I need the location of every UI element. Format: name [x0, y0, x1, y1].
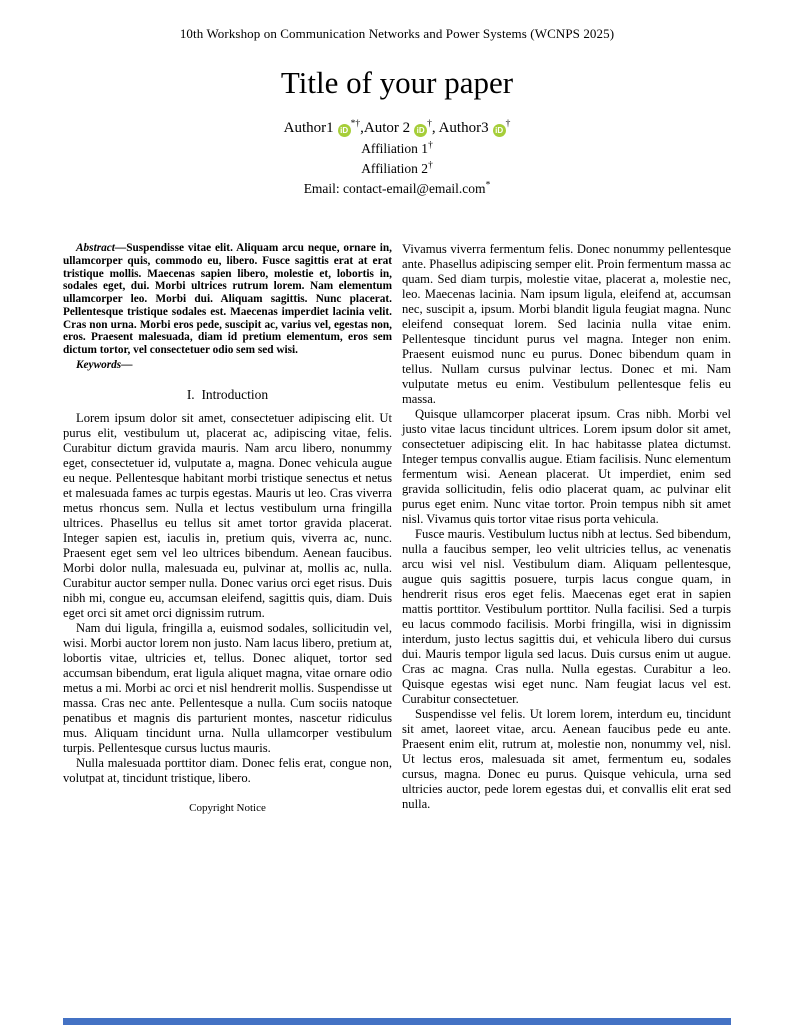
author-3: Author3 iD†	[438, 119, 511, 136]
bottom-bar	[63, 1018, 731, 1025]
author-2-superscript: †	[427, 119, 432, 129]
abstract-lead: Abstract—	[76, 242, 127, 254]
orcid-icon[interactable]: iD	[338, 124, 351, 137]
copyright-notice: Copyright Notice	[189, 801, 266, 814]
body-paragraph: Nulla malesuada porttitor diam. Donec felis erat, congue non, volutpat at, tincidunt tristique, libero.	[63, 755, 392, 785]
contact-email: Email: contact-email@email.com*	[303, 180, 491, 196]
orcid-icon[interactable]: iD	[493, 124, 506, 137]
body-paragraph: Quisque ullamcorper placerat ipsum. Cras nibh. Morbi vel justo vitae lacus tincidunt ultrices. Lorem ipsum dolor sit amet, consectetuer adipiscing elit. In hac habitasse platea dictumst. Integer tempus convallis augue. Etiam facilisis. Nunc elementum fermentum wisi. Aenean placerat. Ut imperdiet, enim sed gravida sollicitudin, felis odio placerat quam, ac pulvinar elit purus eget enim. Nunc vitae tortor. Proin tempus nibh sit amet nisl. Vivamus quis tortor vitae risus porta vehicula.	[402, 407, 731, 526]
affiliation-2: Affiliation 2†	[361, 160, 433, 176]
conference-header: 10th Workshop on Communication Networks and Power Systems (WCNPS 2025)	[179, 26, 615, 41]
right-column	[402, 242, 731, 816]
paper-head	[0, 0, 794, 197]
author-1-superscript: *†	[350, 119, 361, 129]
abstract	[63, 242, 392, 357]
body-paragraph: Lorem ipsum dolor sit amet, consectetuer adipiscing elit. Ut purus elit, vestibulum ut, placerat ac, adipiscing vitae, felis. Curabitur dictum gravida mauris. Nam arcu libero, nonummy eget, consectetuer id, vulputate a, magna. Donec vehicula augue eu neque. Pellentesque habitant morbi tristique senectus et netus et malesuada fames ac turpis egestas. Mauris ut leo. Cras viverra metus rhoncus sem. Nulla et lectus vestibulum urna fringilla ultrices. Phasellus eu tellus sit amet tortor gravida placerat. Integer sapien est, iaculis in, pretium quis, viverra ac, nunc. Praesent eget sem vel leo ultrices bibendum. Aenean faucibus. Morbi dolor nulla, malesuada eu, pulvinar at, mollis ac, nulla. Curabitur auctor semper nulla. Donec varius orci eget risus. Duis nibh mi, congue eu, accumsan eleifend, sagittis quis, diam. Duis eget orci sit amet orci dignissim rutrum.	[63, 410, 392, 620]
page-title: Title of your paper	[280, 65, 514, 100]
body-paragraph: Vivamus viverra fermentum felis. Donec nonummy pellentesque ante. Phasellus adipiscing semper elit. Proin fermentum massa ac quam. Sed diam turpis, molestie vitae, placerat a, molestie nec, leo. Maecenas lacinia. Nam ipsum ligula, eleifend at, accumsan nec, suscipit a, ipsum. Morbi blandit ligula feugiat magna. Nunc eleifend consequat lorem. Sed lacinia nulla vitae enim. Pellentesque tincidunt purus vel magna. Integer non enim. Praesent euismod nunc eu purus. Donec bibendum quam in tellus. Nullam cursus pulvinar lectus. Donec et mi. Nam vulputate metus eu enim. Vestibulum pellentesque felis eu massa.	[402, 242, 731, 406]
body-paragraph: Suspendisse vel felis. Ut lorem lorem, interdum eu, tincidunt sit amet, laoreet vitae, arcu. Aenean faucibus pede eu ante. Praesent enim elit, rutrum at, molestie non, nonummy vel, nisl. Ut lectus eros, malesuada sit amet, fermentum eu, sodales cursus, magna. Donec eu purus. Quisque vehicula, urna sed ultricies auctor, pede lorem egestas dui, et convallis elit erat sed nulla.	[402, 707, 731, 811]
affiliation-1: Affiliation 1†	[361, 140, 433, 156]
section-heading-introduction: I. Introduction	[186, 386, 269, 402]
two-column-body	[63, 242, 731, 816]
author-1: Author1 iD*†,	[283, 119, 364, 136]
keywords: Keywords—	[76, 358, 133, 371]
left-column	[63, 242, 392, 816]
orcid-icon[interactable]: iD	[414, 124, 427, 137]
body-paragraph: Nam dui ligula, fringilla a, euismod sodales, sollicitudin vel, wisi. Morbi auctor lorem non justo. Nam lacus libero, pretium at, lobortis vitae, ultricies et, tellus. Donec aliquet, tortor sed accumsan bibendum, erat ligula aliquet magna, vitae ornare odio metus a mi. Morbi ac orci et nisl hendrerit mollis. Suspendisse ut massa. Cras nec ante. Pellentesque a nulla. Cum sociis natoque penatibus et magnis dis parturient montes, nascetur ridiculus mus. Aliquam tincidunt urna. Nulla ullamcorper vestibulum turpis. Pellentesque cursus luctus mauris.	[63, 620, 392, 755]
authors-line	[0, 120, 794, 137]
author-2: Autor 2 iD†,	[363, 119, 439, 136]
abstract-text: Suspendisse vitae elit. Aliquam arcu neque, ornare in, ullamcorper quis, commodo eu, libero. Fusce sagittis erat at erat tristique mollis. Maecenas sapien libero, molestie et, lobortis in, sodales eget, dui. Morbi ultrices rutrum lorem. Nam elementum ullamcorper leo. Morbi dui. Aliquam sagittis. Nunc placerat. Pellentesque tristique sodales est. Maecenas imperdiet lacinia velit. Cras non urna. Morbi eros pede, suscipit ac, varius vel, egestas non, eros. Praesent malesuada, diam id pretium elementum, eros sem dictum tortor, vel consectetuer odio sem sed wisi.	[63, 242, 392, 356]
author-3-superscript: †	[505, 119, 511, 129]
body-paragraph: Fusce mauris. Vestibulum luctus nibh at lectus. Sed bibendum, nulla a faucibus semper, leo velit ultricies tellus, ac venenatis arcu wisi vel nisl. Vestibulum diam. Aliquam pellentesque, augue quis sagittis posuere, turpis lacus congue quam, in hendrerit risus eros eget felis. Maecenas eget erat in sapien mattis porttitor. Vestibulum porttitor. Nulla facilisi. Sed a turpis eu lacus commodo facilisis. Morbi fringilla, wisi in dignissim interdum, justo lectus sagittis dui, et vehicula libero dui cursus dui. Mauris tempor ligula sed lacus. Duis cursus enim ut augue. Cras ac magna. Cras nulla. Nulla egestas. Curabitur a leo. Quisque egestas wisi eget nunc. Nam feugiat lacus vel est. Curabitur consectetuer.	[402, 527, 731, 706]
